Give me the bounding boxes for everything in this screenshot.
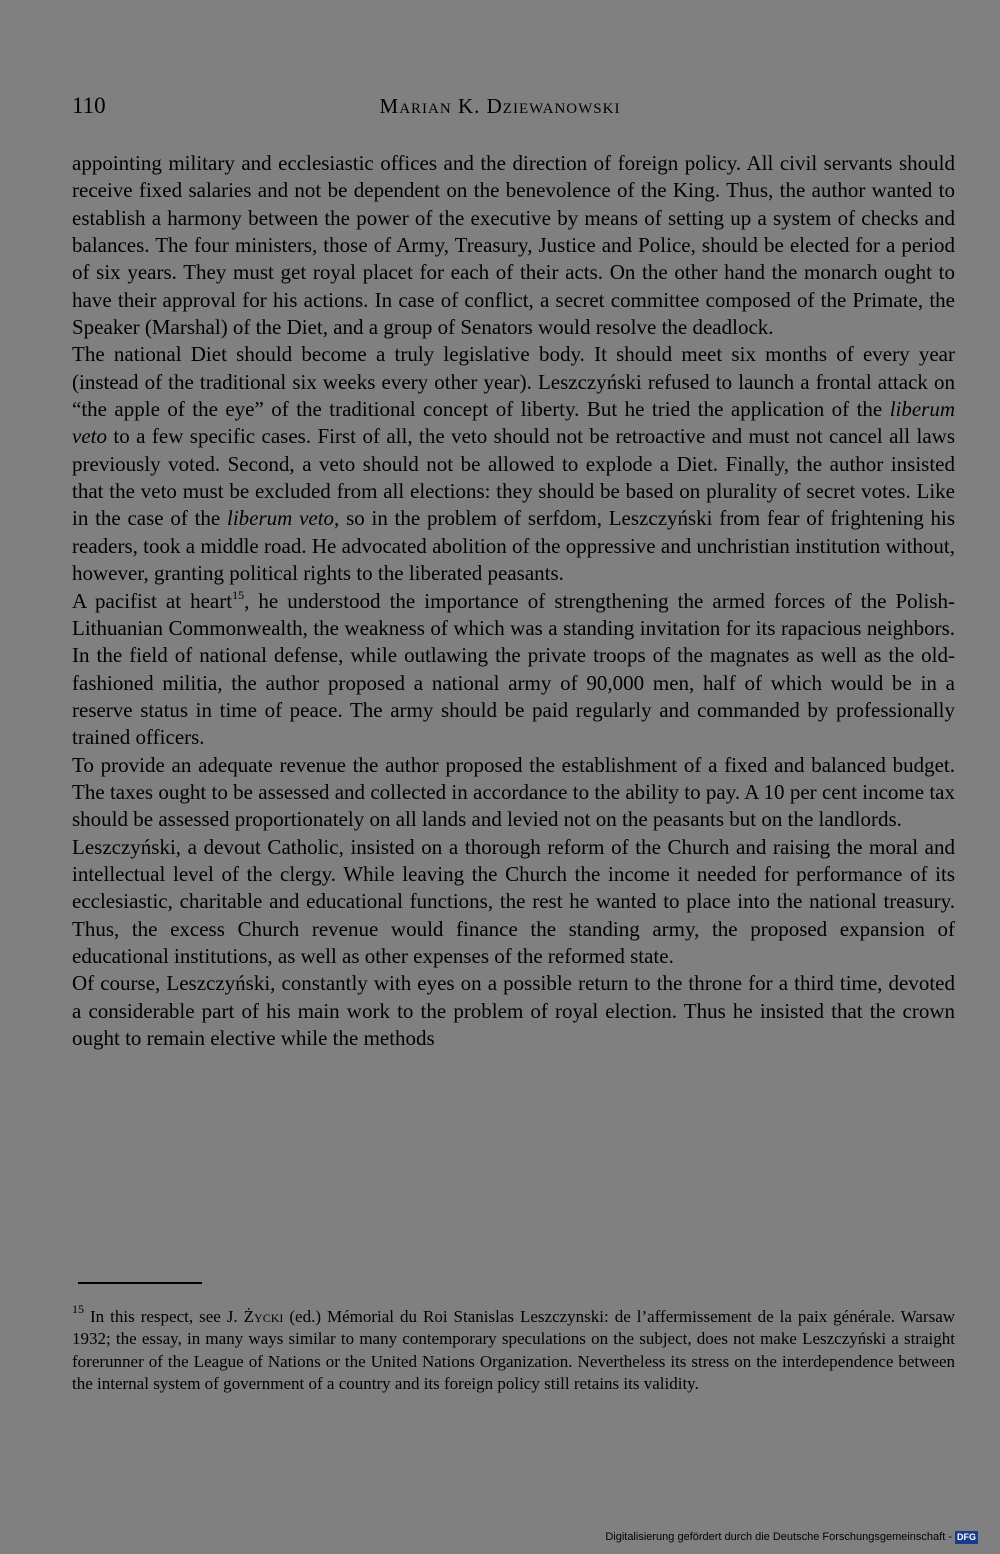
text-span: In this respect, see J. [90, 1307, 238, 1326]
text-span: (ed.) Mémorial du Roi Stanislas Leszczynski: de l’affermissement de la paix générale. Warsaw 1932; the essay, in many ways similar to many contemporary speculations on the subject, does not make Leszczyński a straight forerunner of the League of Nations or the United Nations Organization. Nevertheless its stress on the interdependence between the internal system of government of a country and its foreign policy still retains its validity. [72, 1307, 956, 1393]
footnote-reference[interactable]: 15 [232, 587, 245, 602]
running-head: Marian K. Dziewanowski [379, 94, 621, 118]
paragraph-army [72, 588, 955, 752]
page-number: 110 [72, 93, 106, 118]
footnote-number: 15 [72, 1302, 84, 1316]
italic-term: liberum veto, [227, 506, 340, 531]
footnote-author: Życki [243, 1307, 284, 1326]
paragraph-executive: appointing military and ecclesiastic offices and the direction of foreign policy. All civil servants should receive fixed salaries and not be dependent on the benevolence of the King. Thus, the author wanted to establish a harmony between the power of the executive by means of setting up a system of checks and balances. The four ministers, those of Army, Treasury, Justice and Police, should be elected for a period of six years. They must get royal placet for each of their acts. On the other hand the monarch ought to have their approval for his actions. In case of conflict, a secret committee composed of the Primate, the Speaker (Marshal) of the Diet, and a group of Senators would resolve the deadlock. [72, 151, 955, 340]
text-span: to a few specific cases. First of all, the veto should not be retroactive and must not cancel all laws previously voted. Second, a veto should not be allowed to explode a Diet. Finally, the author insisted that the veto must be excluded from all elections: they should be based on plurality of secret votes. Like in the case of the [72, 424, 955, 531]
digitization-credit [605, 1530, 978, 1544]
italic-term: liberum veto [72, 397, 956, 449]
body-text [72, 150, 955, 1052]
credit-text: Digitalisierung gefördert durch die Deutsche Forschungsgemeinschaft - [605, 1531, 952, 1543]
text-span: A pacifist at heart [72, 588, 233, 613]
text-span: The national Diet should become a truly legislative body. It should meet six months of every year (instead of the traditional six weeks every other year). Leszczyński refused to launch a frontal attack on “the apple of the eye” of the traditional concept of liberty. But he tried the application of the [72, 342, 955, 422]
paragraph-budget: To provide an adequate revenue the author proposed the establishment of a fixed and balanced budget. The taxes ought to be assessed and collected in accordance to the ability to pay. A 10 per cent income tax should be assessed proportionately on all lands and levied not on the peasants but on the landlords. [72, 752, 955, 832]
footnote [72, 1302, 956, 1395]
footnote-divider [78, 1282, 202, 1284]
paragraph-diet [72, 341, 955, 587]
paragraph-election: Of course, Leszczyński, constantly with eyes on a possible return to the throne for a third time, devoted a considerable part of his main work to the problem of royal election. Thus he insisted that the crown ought to remain elective while the methods [72, 971, 955, 1050]
paragraph-church: Leszczyński, a devout Catholic, insisted on a thorough reform of the Church and raising the moral and intellectual level of the clergy. While leaving the Church the income it needed for performance of its ecclesiastic, charitable and educational functions, the rest he wanted to place into the national treasury. Thus, the excess Church revenue would finance the standing army, the proposed expansion of educational institutions, as well as other expenses of the reformed state. [72, 834, 955, 968]
text-span: , he understood the importance of strengthening the armed forces of the Polish-Lithuanian Commonwealth, the weakness of which was a standing invitation for its rapacious neighbors. In the field of national defense, while outlawing the private troops of the magnates as well as the old-fashioned militia, the author proposed a national army of 90,000 men, half of which would be in a reserve status in time of peace. The army should be paid regularly and commanded by professionally trained officers. [72, 588, 955, 750]
text-span: so in the problem of serfdom, Leszczyński from fear of frightening his readers, took a middle road. He advocated abolition of the oppressive and unchristian institution without, however, granting political rights to the liberated peasants. [72, 506, 955, 586]
dfg-logo: DFG [957, 1531, 976, 1542]
